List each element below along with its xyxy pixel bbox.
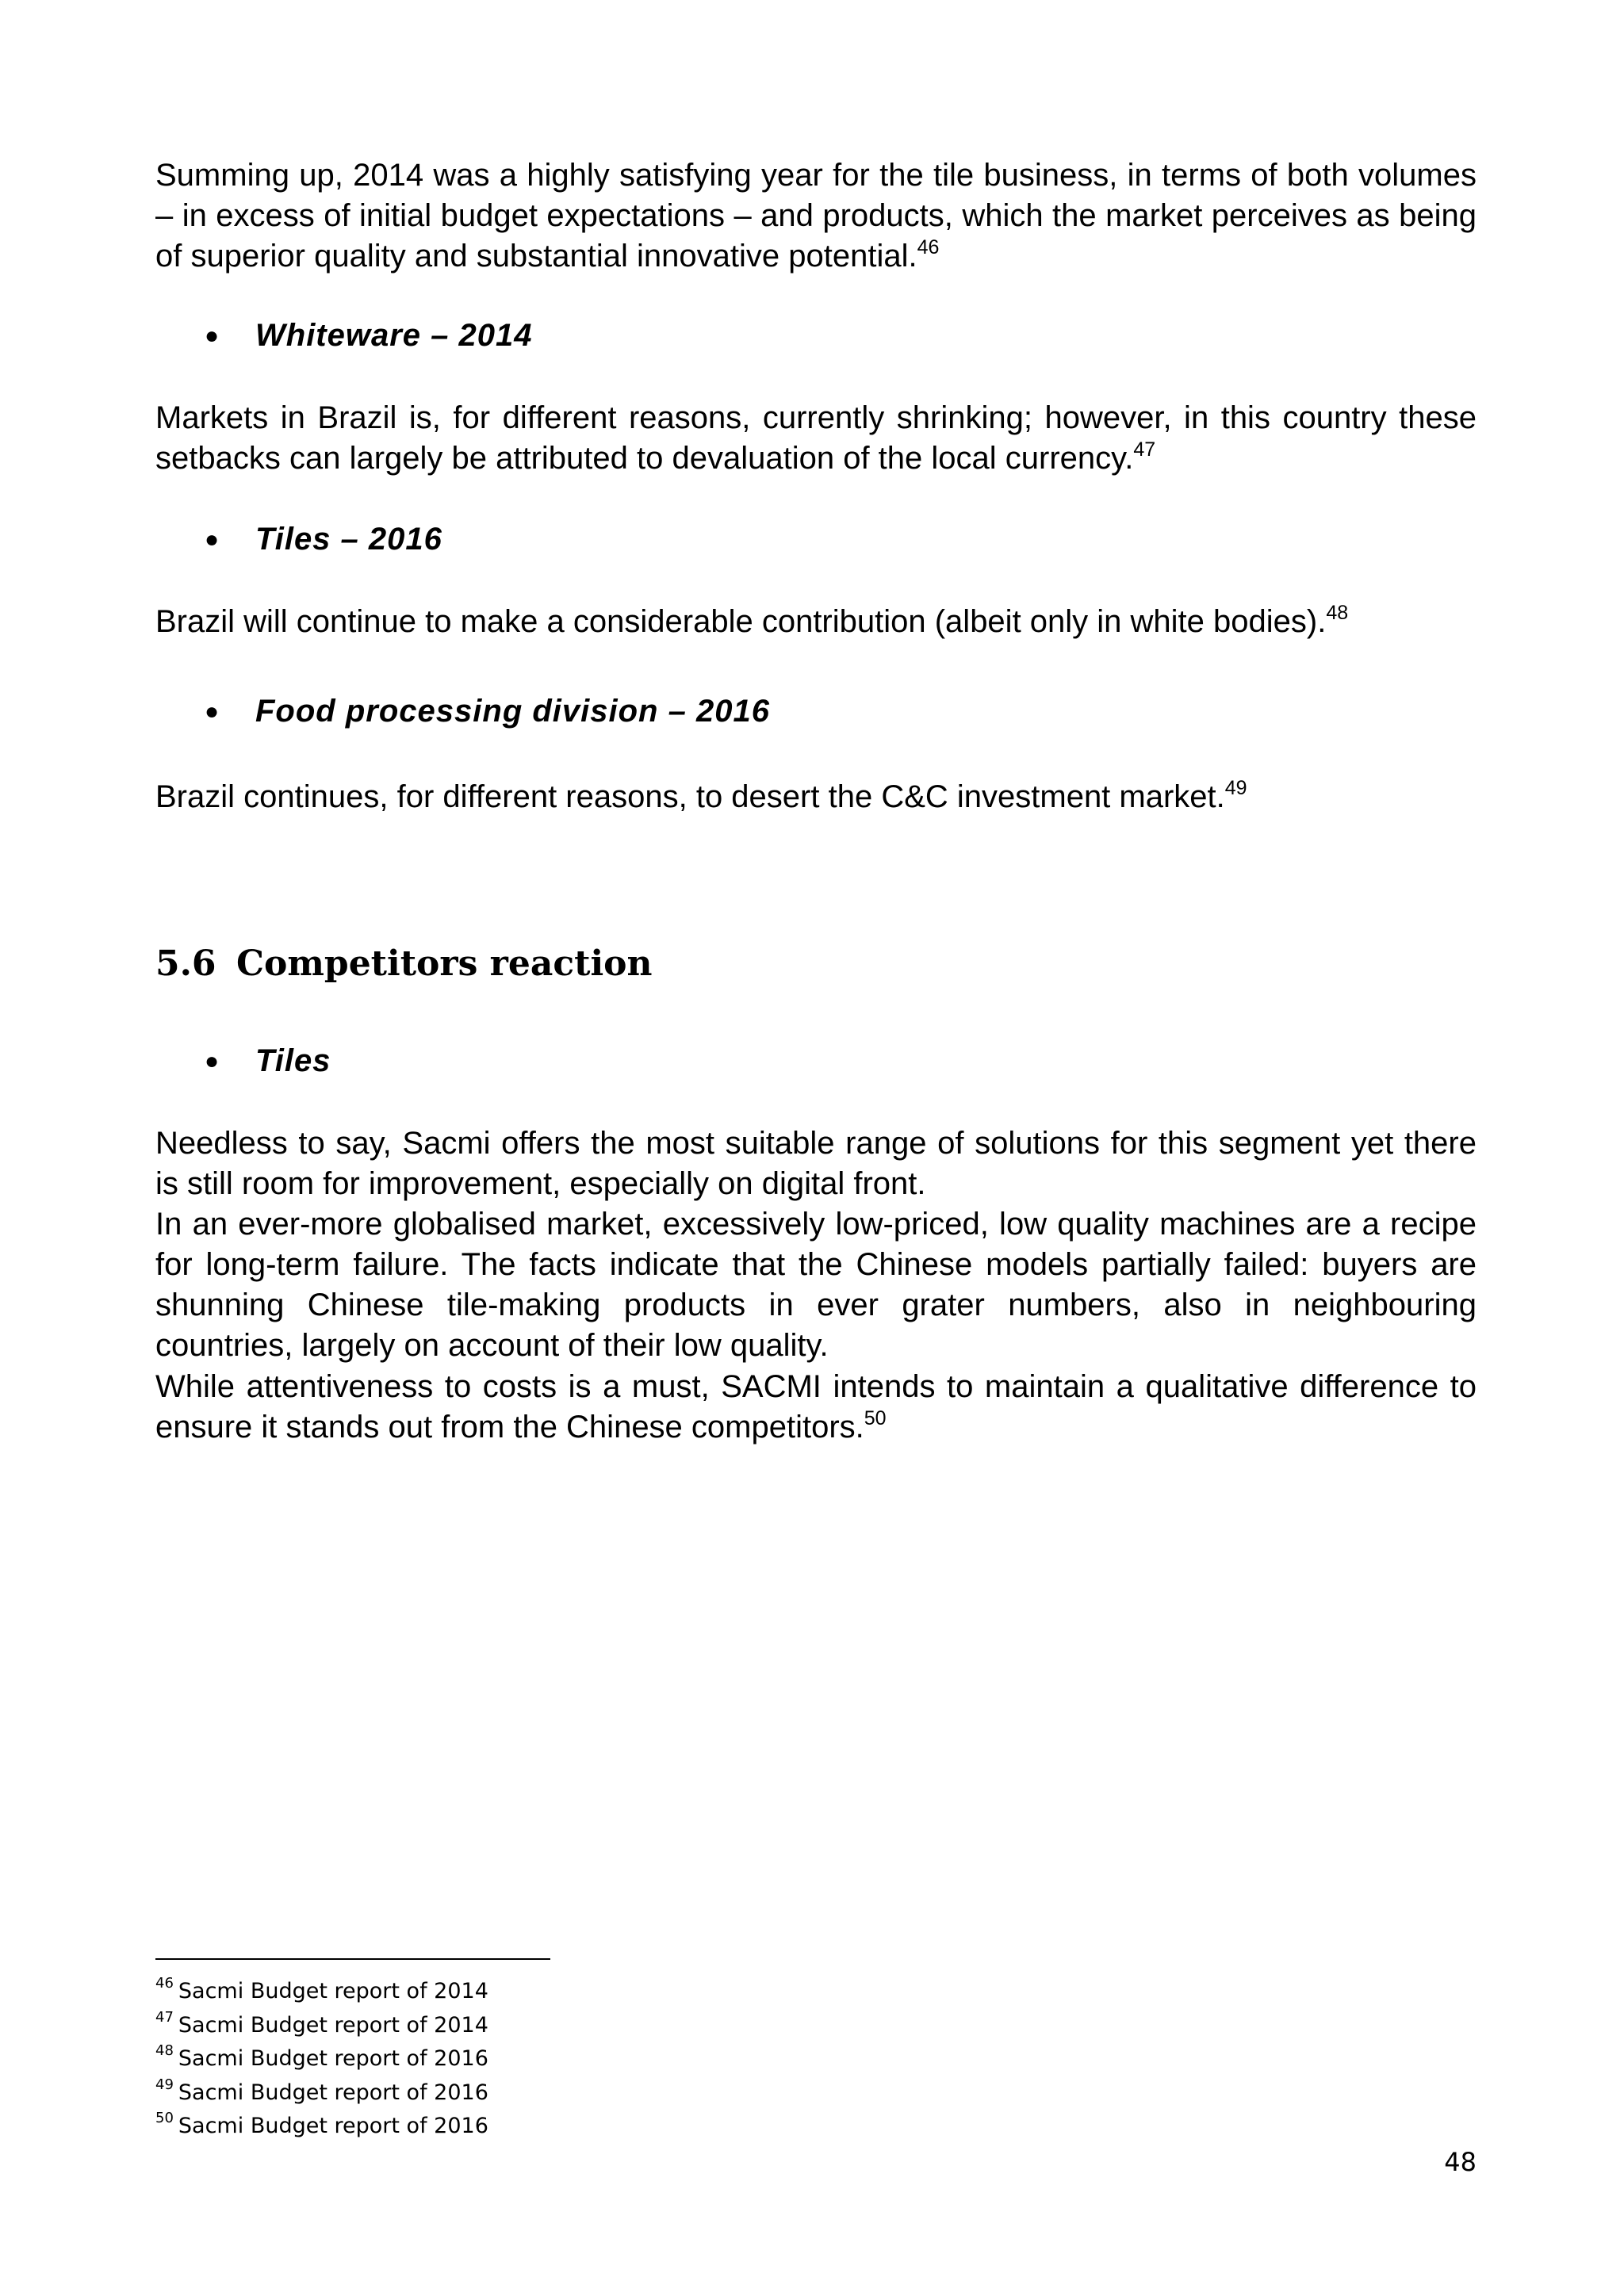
bullet-food-processing-2016: Food processing division – 2016 [255,694,770,729]
footnote-text: Sacmi Budget report of 2016 [178,2046,488,2071]
section-title: Competitors reaction [236,943,653,984]
paragraph-needless [155,1123,1477,1204]
bullet-icon: ● [205,323,220,349]
paragraph-text: Brazil will continue to make a considerable contribution (albeit only in white bodies). [155,604,1327,639]
footnote-ref: 49 [1224,776,1247,799]
paragraph-summing-up [155,155,1477,277]
footnote-ref: 47 [1133,438,1156,461]
footnote-item [155,2009,488,2043]
paragraph-text: Markets in Brazil is, for different reasons, currently shrinking; however, in this country these setbacks can largely be attributed to devaluation of the local currency. [155,400,1477,476]
paragraph-attentiveness [155,1367,1477,1448]
page-number: 48 [1444,2147,1477,2177]
bullet-icon: ● [205,698,220,725]
bullet-icon: ● [205,526,220,553]
paragraph-text: Needless to say, Sacmi offers the most suitable range of solutions for this segment yet there is still room for improvement, especially on digital front. [155,1126,1477,1201]
paragraph-text: Brazil continues, for different reasons, to desert the C&C investment market. [155,779,1225,814]
footnote-ref: 50 [864,1406,887,1429]
footnote-number: 50 [155,2110,174,2126]
footnote-item [155,2042,488,2076]
section-heading [155,940,653,988]
footnote-item [155,2076,488,2110]
bullet-tiles-2016: Tiles – 2016 [255,522,442,557]
footnote-text: Sacmi Budget report of 2014 [178,1979,488,2003]
paragraph-globalised [155,1204,1477,1366]
footnote-number: 46 [155,1975,174,1992]
paragraph-text: Summing up, 2014 was a highly satisfying year for the tile business, in terms of both volumes – in excess of initial budget expectations – and products, which the market perceives as being of superior quality and substantial innovative potential. [155,158,1477,274]
footnote-item [155,2110,488,2144]
footnote-text: Sacmi Budget report of 2016 [178,2080,488,2105]
footnote-ref: 46 [917,235,940,258]
paragraph-markets-brazil [155,398,1477,479]
footnote-ref: 48 [1326,601,1349,624]
paragraph-brazil-contribution [155,602,1477,642]
bullet-tiles: Tiles [255,1043,331,1078]
paragraph-text: In an ever-more globalised market, excessively low-priced, low quality machines are a recipe for long-term failure. The facts indicate that the Chinese models partially failed: buyers are shunning Chinese tile-making products in ever grater numbers, also in neighbouring countries, largely on account of their low quality. [155,1207,1477,1363]
paragraph-text: While attentiveness to costs is a must, SACMI intends to maintain a qualitative difference to ensure it stands out from the Chinese competitors. [155,1369,1477,1445]
footnote-text: Sacmi Budget report of 2016 [178,2114,488,2138]
bullet-whiteware-2014: Whiteware – 2014 [255,318,533,353]
footnote-number: 47 [155,2008,174,2026]
bullet-icon: ● [205,1048,220,1074]
footnotes-list [155,1975,488,2144]
footnote-number: 49 [155,2076,174,2093]
footnote-text: Sacmi Budget report of 2014 [178,2012,488,2038]
paragraph-brazil-desert [155,777,1477,817]
footnote-number: 48 [155,2042,174,2059]
footnote-divider [155,1958,550,1960]
footnote-item [155,1975,488,2009]
section-number: 5.6 [155,943,216,984]
